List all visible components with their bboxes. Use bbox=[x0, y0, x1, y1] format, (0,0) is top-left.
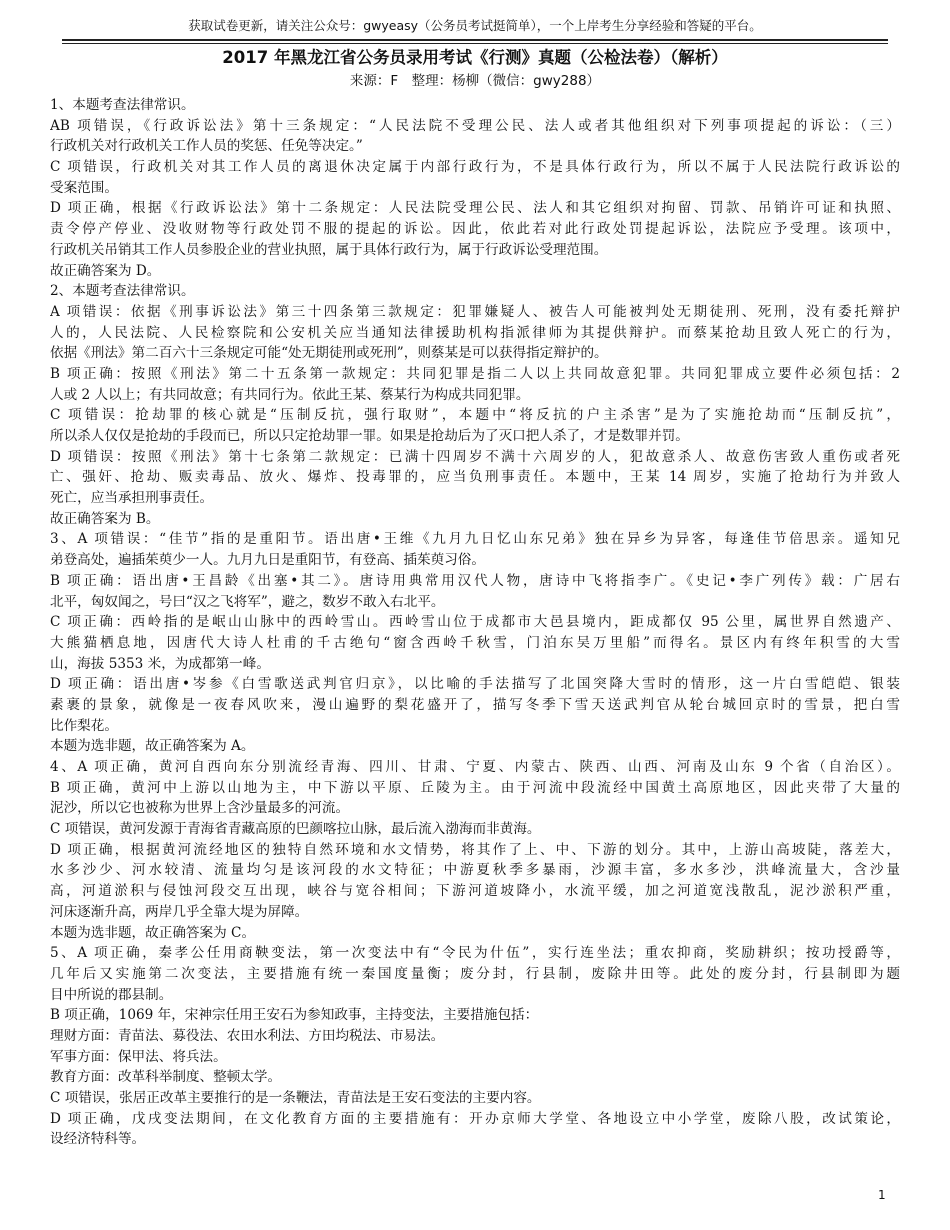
body-line: 河床逐渐升高，两岸几乎全靠大堤为屏障。 bbox=[50, 903, 309, 920]
body-line: 目中所说的郡县制。 bbox=[50, 986, 173, 1003]
body-line: D 项错误：按照《刑法》第十七条第二款规定：已满十四周岁不满十六周岁的人，犯故意杀人、故意伤害致人重伤或者死 bbox=[50, 448, 900, 465]
body-line: 比作梨花。 bbox=[50, 717, 118, 734]
body-line: 人或 2 人以上；有共同故意；有共同行为。依此王某、蔡某行为构成共同犯罪。 bbox=[50, 386, 530, 403]
body-line: 所以杀人仅仅是抢劫的手段而已，所以只定抢劫罪一罪。如果是抢劫后为了灭口把人杀了，才是数罪并罚。 bbox=[50, 428, 689, 444]
body-line: 2、本题考查法律常识。 bbox=[50, 283, 195, 300]
body-line: B 项正确：语出唐•王昌龄《出塞•其二》。唐诗用典常用汉代人物，唐诗中飞将指李广。《史记•李广列传》载：广居右 bbox=[50, 572, 900, 589]
body-line: 素裹的景象，就像是一夜春风吹来，漫山遍野的梨花盛开了，描写冬季下雪天送武判官从轮台城回京时的雪景，把白雪 bbox=[50, 696, 900, 713]
header-rule-thin bbox=[62, 43, 888, 44]
body-line: D 项正确，根据《行政诉讼法》第十二条规定：人民法院受理公民、法人和其它组织对拘留、罚款、吊销许可证和执照、 bbox=[50, 200, 900, 217]
body-line: B 项正确，1069 年，宋神宗任用王安石为参知政事，主持变法，主要措施包括： bbox=[50, 1007, 539, 1024]
body-line: 受案范围。 bbox=[50, 179, 118, 196]
body-line: 1、本题考查法律常识。 bbox=[50, 97, 195, 113]
body-line: C 项错误，张居正改革主要推行的是一条鞭法，青苗法是王安石变法的主要内容。 bbox=[50, 1090, 541, 1106]
body-line: 高，河道淤积与侵蚀河段交互出现，峡谷与宽谷相间；下游河道坡降小，水流平缓，加之河道宽浅散乱，泥沙淤积严重， bbox=[50, 883, 900, 900]
body-line: 泥沙，所以它也被称为世界上含沙量最多的河流。 bbox=[50, 800, 350, 817]
body-line: C 项正确：西岭指的是岷山山脉中的西岭雪山。西岭雪山位于成都市大邑县境内，距成都仅 95 公里，属世界自然遗产、 bbox=[50, 614, 900, 631]
body-line: 死亡，应当承担刑事责任。 bbox=[50, 490, 214, 507]
body-line: 人的，人民法院、人民检察院和公安机关应当通知法律援助机构指派律师为其提供辩护。而蔡某抢劫且致人死亡的行为， bbox=[50, 324, 900, 341]
body-line: 依据《刑法》第二百六十三条规定可能“处无期徒刑或死刑”，则蔡某是可以获得指定辩护的。 bbox=[50, 345, 608, 362]
body-line: 北平，匈奴闻之，号曰“汉之飞将军”，避之，数岁不敢入右北平。 bbox=[50, 593, 445, 610]
body-line: 教育方面：改革科举制度、整顿太学。 bbox=[50, 1069, 282, 1086]
body-line: 本题为选非题，故正确答案为 C。 bbox=[50, 924, 256, 941]
document-body bbox=[50, 95, 900, 1150]
body-line: B 项正确：按照《刑法》第二十五条第一款规定：共同犯罪是指二人以上共同故意犯罪。共同犯罪成立要件必须包括：2 bbox=[50, 365, 900, 382]
header-rule-thick bbox=[62, 39, 888, 41]
body-line: A 项错误：依据《刑事诉讼法》第三十四条第三款规定：犯罪嫌疑人、被告人可能被判处无期徒刑、死刑，没有委托辩护 bbox=[50, 303, 900, 320]
document-title: 2017 年黑龙江省公务员录用考试《行测》真题（公检法卷）（解析） bbox=[222, 48, 728, 67]
body-line: C 项错误：抢劫罪的核心就是“压制反抗，强行取财”，本题中“将反抗的户主杀害”是为了实施抢劫而“压制反抗”， bbox=[50, 407, 900, 424]
body-line: 5、A 项正确，秦孝公任用商鞅变法，第一次变法中有“令民为什伍”，实行连坐法；重农抑商，奖励耕织；按功授爵等， bbox=[50, 945, 900, 962]
body-line: 理财方面：青苗法、募役法、农田水利法、方田均税法、市易法。 bbox=[50, 1027, 445, 1044]
body-line: 大熊猫栖息地，因唐代大诗人杜甫的千古绝句“窗含西岭千秋雪，门泊东吴万里船”而得名。景区内有终年积雪的大雪 bbox=[50, 634, 900, 651]
body-line: 设经济特科等。 bbox=[50, 1131, 146, 1148]
body-line: 亡、强奸、抢劫、贩卖毒品、放火、爆炸、投毒罪的，应当负刑事责任。本题中，王某 14 周岁，实施了抢劫行为并致人 bbox=[50, 469, 900, 486]
body-line: 行政机关吊销其工作人员参股企业的营业执照，属于具体行政行为，属于行政诉讼受理范围。 bbox=[50, 241, 608, 258]
body-line: C 项错误，黄河发源于青海省青藏高原的巴颜喀拉山脉，最后流入渤海而非黄海。 bbox=[50, 821, 541, 838]
document-source: 来源：F 整理：杨柳（微信：gwy288） bbox=[349, 73, 601, 89]
body-line: C 项错误，行政机关对其工作人员的离退休决定属于内部行政行为，不是具体行政行为，所以不属于人民法院行政诉讼的 bbox=[50, 159, 900, 176]
body-line: D 项正确，戊戌变法期间，在文化教育方面的主要措施有：开办京师大学堂、各地设立中小学堂，废除八股，改试策论， bbox=[50, 1110, 900, 1127]
body-line: B 项正确，黄河中上游以山地为主，中下游以平原、丘陵为主。由于河流中段流经中国黄土高原地区，因此夹带了大量的 bbox=[50, 779, 900, 796]
body-line: 弟登高处，遍插茱萸少一人。九月九日是重阳节，有登高、插茱萸习俗。 bbox=[50, 552, 485, 569]
body-line: 山，海拔 5353 米，为成都第一峰。 bbox=[50, 655, 270, 672]
body-line: 几年后又实施第二次变法，主要措施有统一秦国度量衡；废分封，行县制，废除井田等。此处的废分封，行县制即为题 bbox=[50, 965, 900, 982]
body-line: D 项正确：语出唐•岑参《白雪歌送武判官归京》，以比喻的手法描写了北国突降大雪时的情形，这一片白雪皑皑、银装 bbox=[50, 676, 900, 693]
body-line: AB 项错误，《行政诉讼法》第十三条规定：“人民法院不受理公民、法人或者其他组织对下列事项提起的诉讼：（三） bbox=[50, 117, 900, 134]
body-line: 4、A 项正确，黄河自西向东分别流经青海、四川、甘肃、宁夏、内蒙古、陕西、山西、河南及山东 9 个省（自治区）。 bbox=[50, 759, 900, 775]
page-number: 1 bbox=[878, 1188, 886, 1202]
body-line: 故正确答案为 B。 bbox=[50, 510, 160, 527]
body-line: 行政机关对行政机关工作人员的奖惩、任免等决定。” bbox=[50, 138, 363, 155]
body-line: D 项正确，根据黄河流经地区的独特自然环境和水文情势，将其作了上、中、下游的划分。其中，上游山高坡陡，落差大， bbox=[50, 841, 900, 858]
body-line: 3、A 项错误：“佳节”指的是重阳节。语出唐•王维《九月九日忆山东兄弟》独在异乡为异客，每逢佳节倍思亲。遥知兄 bbox=[50, 531, 900, 548]
body-line: 军事方面：保甲法、将兵法。 bbox=[50, 1048, 227, 1065]
body-line: 责令停产停业、没收财物等行政处罚不服的提起的诉讼。因此，依此若对此行政处罚提起诉讼，法院应予受理。该项中， bbox=[50, 221, 900, 238]
header-note: 获取试卷更新，请关注公众号：gwyeasy（公务员考试挺简单），一个上岸考生分享经验和答疑的平台。 bbox=[188, 18, 762, 33]
body-line: 故正确答案为 D。 bbox=[50, 262, 161, 279]
body-line: 本题为选非题，故正确答案为 A。 bbox=[50, 738, 255, 755]
body-line: 水多沙少、河水较清、流量均匀是该河段的水文特征；中游夏秋季多暴雨，沙源丰富，多水多沙，洪峰流量大，含沙量 bbox=[50, 862, 900, 879]
